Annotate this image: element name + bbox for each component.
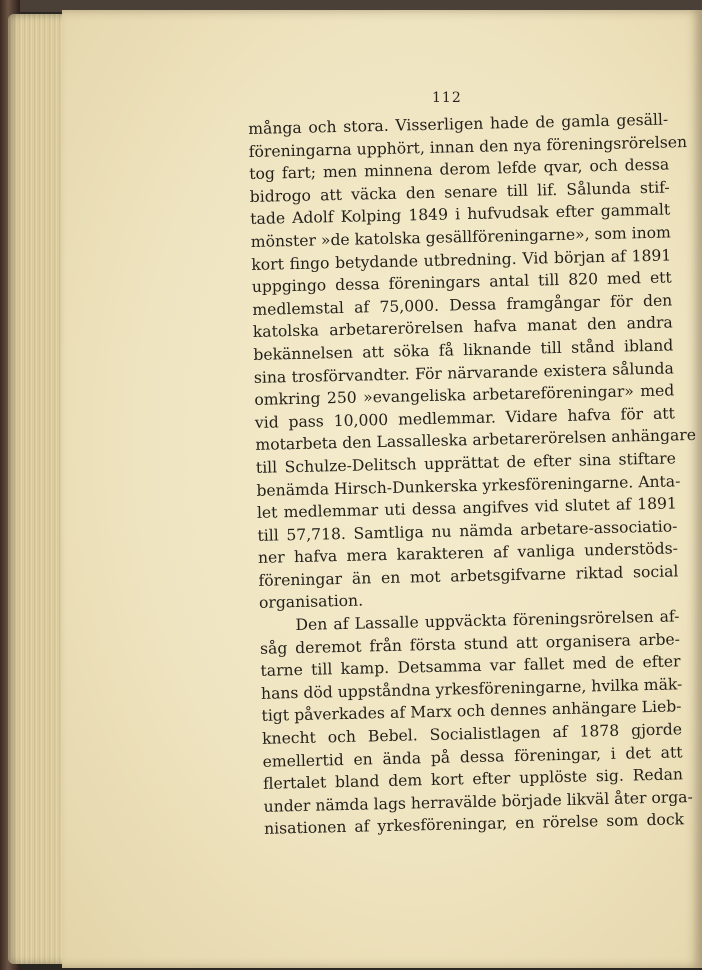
text-line: ner hafva mera karakteren af vanliga understöds- bbox=[257, 539, 679, 568]
text-line: benämda Hirsch-Dunkerska yrkesföreningarne. Anta- bbox=[256, 471, 681, 500]
text-line: bekännelsen att söka få liknande till stånd ibland bbox=[253, 336, 674, 364]
text-line: tigt påverkades af Marx och dennes anhängare Lieb- bbox=[261, 697, 682, 726]
text-line: mönster »de katolska gesällföreningarne», som inom bbox=[250, 223, 672, 251]
text-line: knecht och Bebel. Socialistlagen af 1878 gjorde bbox=[261, 720, 683, 748]
text-line: motarbeta den Lassalleska arbetarerörelsen anhängare bbox=[255, 426, 697, 455]
text-line: föreningar än en mot arbetsgifvarne riktad social bbox=[258, 562, 679, 590]
text-line: såg deremot från första stund att organisera arbe- bbox=[259, 629, 681, 658]
text-line: till 57,718. Samtliga nu nämda arbetare-associatio- bbox=[257, 517, 678, 545]
text-line: medlemstal af 75,000. Dessa framgångar för den bbox=[252, 291, 673, 319]
text-line-last: organisation. bbox=[258, 591, 364, 613]
text-line: föreningarna upphört, innan den nya föreningsrörelsen bbox=[248, 132, 688, 161]
text-line: flertalet bland dem kort efter upplöste sig. Redan bbox=[262, 765, 684, 794]
text-line: katolska arbetarerörelsen hafva manat den andra bbox=[252, 313, 673, 342]
text-line: tade Adolf Kolping 1849 i hufvudsak efter gammalt bbox=[250, 200, 671, 229]
text-line: uppgingo dessa föreningars antal till 820 med ett bbox=[251, 268, 672, 297]
text-line: tarne till kamp. Detsamma var fallet med de efter bbox=[260, 652, 681, 681]
text-line: tog fart; men minnena derom lefde qvar, och dessa bbox=[249, 155, 670, 184]
text-line: många och stora. Visserligen hade de gamla gesäll- bbox=[248, 110, 669, 138]
text-line: omkring 250 »evangeliska arbetareföreningar» med bbox=[254, 381, 675, 410]
text-line: hans död uppståndna yrkesföreningarne, hvilka mäk- bbox=[260, 675, 683, 703]
text-line: bidrogo att väcka den senare till lif. Sålunda stif- bbox=[249, 178, 670, 206]
text-line: let medlemmar uti dessa angifves vid slutet af 1891 bbox=[256, 494, 678, 522]
text-line: vid pass 10,000 medlemmar. Vidare hafva för att bbox=[254, 404, 676, 432]
text-line: under nämda lags herravälde började likväl åter orga- bbox=[263, 787, 693, 816]
text-line: emellertid en ända på dessa föreningar, i det att bbox=[262, 742, 683, 771]
text-line: till Schulze-Delitsch upprättat de efter sina stiftare bbox=[255, 449, 677, 477]
body-text bbox=[248, 108, 697, 840]
text-line: sina trosförvandter. För närvarande existera sålunda bbox=[253, 358, 674, 387]
text-line: kort fingo betydande utbredning. Vid början af 1891 bbox=[251, 245, 672, 274]
text-line-indented: Den af Lassalle uppväckta föreningsrörelsen af- bbox=[295, 607, 680, 635]
text-line: nisationen af yrkesföreningar, en rörelse som dock bbox=[263, 810, 685, 839]
page-number: 112 bbox=[432, 90, 462, 106]
